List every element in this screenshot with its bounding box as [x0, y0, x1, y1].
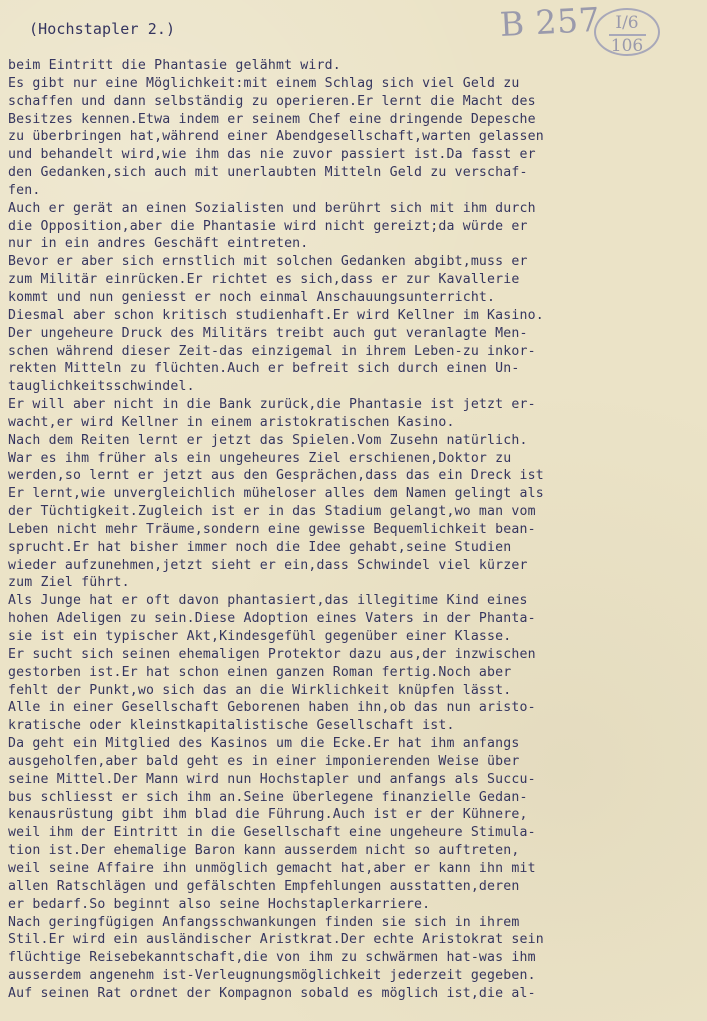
text-line: zum Ziel führt. [8, 575, 130, 591]
text-line: sie ist ein typischer Akt,Kindesgefühl gegenüber einer Klasse. [8, 629, 512, 644]
text-line: den Gedanken,sich auch mit unerlaubten Mitteln Geld zu verschaf- [8, 165, 528, 181]
text-line: bus schliesst er sich ihm an.Seine überlegene finanzielle Gedan- [8, 789, 528, 805]
text-line: sprucht.Er hat bisher immer noch die Idee gehabt,seine Studien [8, 539, 512, 555]
text-line: zum Militär einrücken.Er richtet es sich,dass er zur Kavallerie [8, 272, 520, 288]
text-line: Bevor er aber sich ernstlich mit solchen Gedanken abgibt,muss er [8, 254, 528, 270]
document-heading: (Hochstapler 2.) [29, 20, 176, 38]
text-line: und behandelt wird,wie ihm das nie zuvor passiert ist.Da fasst er [8, 147, 536, 163]
text-line: fen. [8, 182, 41, 198]
text-line: Besitzes kennen.Etwa indem er seinem Chef eine dringende Depesche [8, 111, 536, 127]
text-line: Es gibt nur eine Möglichkeit:mit einem Schlag sich viel Geld zu [8, 75, 520, 91]
text-line: fehlt der Punkt,wo sich das an die Wirklichkeit knüpfen lässt. [8, 682, 512, 698]
text-line: kommt und nun geniesst er noch einmal Anschauungsunterricht. [8, 289, 496, 305]
archive-code: B 257 [498, 0, 601, 44]
text-line: Diesmal aber schon kritisch studienhaft.Er wird Kellner im Kasino. [8, 307, 544, 323]
archive-page-mark [594, 8, 660, 56]
manuscript-body [8, 57, 707, 1003]
archive-mark-bottom: 106 [609, 34, 646, 55]
text-line: Leben nicht mehr Träume,sondern eine gewisse Bequemlichkeit bean- [8, 521, 536, 537]
text-line: werden,so lernt er jetzt aus den Gesprächen,dass das ein Dreck ist [8, 468, 544, 484]
text-line: wacht,er wird Kellner in einem aristokratischen Kasino. [8, 414, 455, 430]
text-line: Er will aber nicht in die Bank zurück,die Phantasie ist jetzt er- [8, 397, 536, 413]
text-line: er bedarf.So beginnt also seine Hochstaplerkarriere. [8, 896, 431, 912]
text-line: Nach dem Reiten lernt er jetzt das Spielen.Vom Zusehn natürlich. [8, 432, 528, 448]
text-line: flüchtige Reisebekanntschaft,die von ihm zu schwärmen hat-was ihm [8, 950, 536, 966]
text-line: kenausrüstung gibt ihm blad die Führung.Auch ist er der Kühnere, [8, 807, 528, 823]
text-line: seine Mittel.Der Mann wird nun Hochstapler und anfangs als Succu- [8, 771, 536, 787]
text-line: zu überbringen hat,während einer Abendgesellschaft,warten gelassen [8, 129, 544, 145]
text-line: rekten Mitteln zu flüchten.Auch er befreit sich durch einen Un- [8, 361, 520, 377]
text-line: Nach geringfügigen Anfangsschwankungen finden sie sich in ihrem [8, 914, 520, 930]
text-line: die Opposition,aber die Phantasie wird nicht gereizt;da würde er [8, 218, 528, 234]
text-line: War es ihm früher als ein ungeheures Ziel erschienen,Doktor zu [8, 450, 512, 466]
text-line: ausserdem angenehm ist-Verleugnungsmöglichkeit jederzeit gegeben. [8, 968, 536, 984]
text-line: ausgeholfen,aber bald geht es in einer imponierenden Weise über [8, 753, 520, 769]
text-line: wieder aufzunehmen,jetzt sieht er ein,dass Schwindel viel kürzer [8, 557, 528, 573]
text-line: schen während dieser Zeit-das einzigemal in ihrem Leben-zu inkor- [8, 343, 536, 359]
text-line: Der ungeheure Druck des Militärs treibt auch gut veranlagte Men- [8, 325, 528, 341]
text-line: Auf seinen Rat ordnet der Kompagnon sobald es möglich ist,die al- [8, 985, 536, 1001]
text-line: tion ist.Der ehemalige Baron kann ausserdem nicht so auftreten, [8, 843, 520, 859]
text-line: weil ihm der Eintritt in die Gesellschaft eine ungeheure Stimula- [8, 825, 536, 841]
text-line: Stil.Er wird ein ausländischer Aristkrat.Der echte Aristokrat sein [8, 932, 544, 948]
text-line: Er sucht sich seinen ehemaligen Protektor dazu aus,der inzwischen [8, 646, 536, 662]
text-line: Alle in einer Gesellschaft Geborenen haben ihn,ob das nun aristo- [8, 700, 536, 716]
text-line: Auch er gerät an einen Sozialisten und berührt sich mit ihm durch [8, 200, 536, 216]
text-line: der Tüchtigkeit.Zugleich ist er in das Stadium gelangt,wo man vom [8, 504, 536, 520]
text-line: tauglichkeitsschwindel. [8, 379, 195, 395]
text-line: Er lernt,wie unvergleichlich müheloser alles dem Namen gelingt als [8, 486, 544, 502]
text-line: schaffen und dann selbständig zu operieren.Er lernt die Macht des [8, 93, 536, 109]
text-line: hohen Adeligen zu sein.Diese Adoption eines Vaters in der Phanta- [8, 611, 536, 627]
text-line: Da geht ein Mitglied des Kasinos um die Ecke.Er hat ihm anfangs [8, 736, 520, 752]
text-line: Als Junge hat er oft davon phantasiert,das illegitime Kind eines [8, 593, 528, 609]
text-line: gestorben ist.Er hat schon einen ganzen Roman fertig.Noch aber [8, 664, 512, 680]
text-line: beim Eintritt die Phantasie gelähmt wird. [8, 58, 341, 73]
text-line: nur in ein andres Geschäft eintreten. [8, 236, 309, 252]
text-line: kratische oder kleinstkapitalistische Gesellschaft ist. [8, 718, 455, 734]
text-line: weil seine Affaire ihn unmöglich gemacht hat,aber er kann ihn mit [8, 860, 536, 876]
archive-mark-top: I/6 [615, 13, 639, 33]
text-line: allen Ratschlägen und gefälschten Empfehlungen ausstatten,deren [8, 878, 520, 894]
